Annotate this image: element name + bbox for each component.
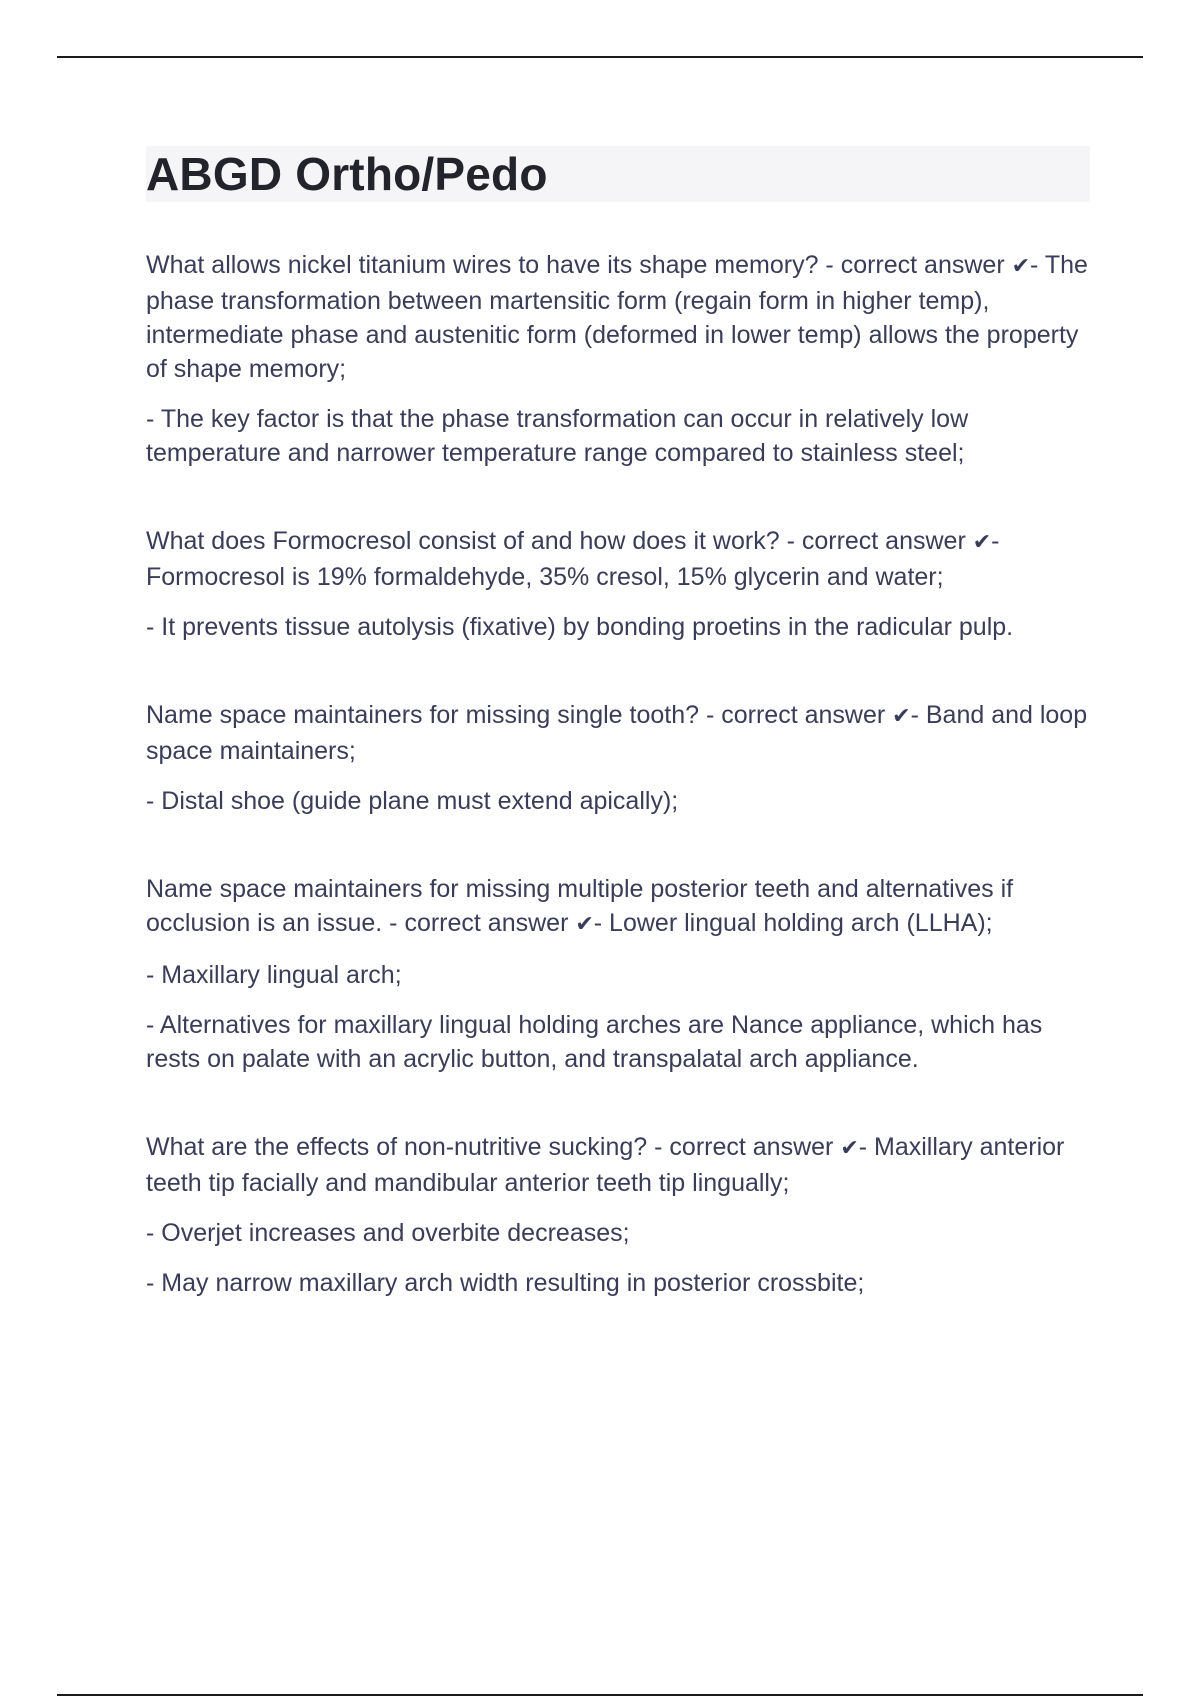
document-title: ABGD Ortho/Pedo	[146, 148, 548, 200]
qa-answer-extra: - Distal shoe (guide plane must extend apically);	[146, 787, 679, 815]
qa-answer: - Maxillary anterior teeth tip facially and mandibular anterior teeth tip lingually;	[146, 1133, 1065, 1197]
qa-item	[146, 1130, 1090, 1300]
qa-question: What are the effects of non-nutritive sucking? - correct answer	[146, 1133, 841, 1161]
qa-answer: - Formocresol is 19% formaldehyde, 35% cresol, 15% glycerin and water;	[146, 527, 1000, 591]
check-icon: ✔	[840, 1136, 859, 1161]
bottom-rule	[57, 1694, 1143, 1696]
qa-item	[146, 698, 1090, 818]
qa-question: Name space maintainers for missing multiple posterior teeth and alternatives if occlusion is an issue. - correct answer	[146, 875, 1014, 937]
qa-item	[146, 524, 1090, 644]
qa-item	[146, 248, 1090, 470]
qa-question-paragraph	[146, 698, 1090, 768]
check-icon: ✔	[972, 530, 992, 555]
check-icon: ✔	[892, 704, 911, 729]
qa-question-paragraph	[146, 248, 1090, 386]
check-icon: ✔	[1011, 254, 1031, 279]
top-rule	[57, 56, 1143, 58]
qa-answer-extra: - The key factor is that the phase transformation can occur in relatively low temperature and narrower temperature range compared to stainless steel;	[146, 405, 969, 467]
title-band	[146, 146, 1090, 202]
qa-question: Name space maintainers for missing single tooth? - correct answer	[146, 701, 893, 729]
document-body	[146, 146, 1090, 1354]
qa-answer-extra: - May narrow maxillary arch width resulting in posterior crossbite;	[146, 1269, 865, 1297]
qa-item	[146, 872, 1090, 1076]
qa-answer-extra: - Alternatives for maxillary lingual holding arches are Nance appliance, which has rests on palate with an acrylic button, and transpalatal arch appliance.	[146, 1011, 1043, 1073]
qa-question: What does Formocresol consist of and how does it work? - correct answer	[146, 527, 973, 555]
qa-answer: - The phase transformation between martensitic form (regain form in higher temp), intermediate phase and austenitic form (deformed in lower temp) allows the property of shape memory;	[146, 251, 1088, 383]
qa-question: What allows nickel titanium wires to have its shape memory? - correct answer	[146, 251, 1012, 279]
qa-question-paragraph	[146, 1130, 1090, 1200]
qa-answer: - Lower lingual holding arch (LLHA);	[593, 909, 993, 937]
qa-answer-extra: - It prevents tissue autolysis (fixative) by bonding proetins in the radicular pulp.	[146, 613, 1014, 641]
check-icon: ✔	[575, 912, 594, 937]
qa-answer-extra: - Overjet increases and overbite decreases;	[146, 1219, 630, 1247]
qa-question-paragraph	[146, 524, 1090, 594]
qa-answer: - Band and loop space maintainers;	[146, 701, 1088, 765]
qa-question-paragraph	[146, 872, 1090, 942]
qa-answer-extra: - Maxillary lingual arch;	[146, 961, 402, 989]
